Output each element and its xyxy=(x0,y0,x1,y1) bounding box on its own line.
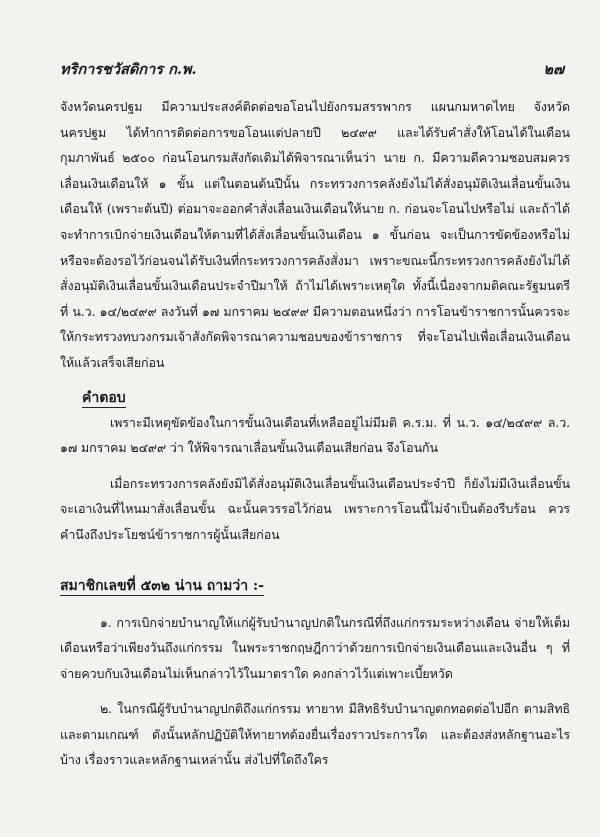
running-title: ทริการชวัสดิการ ก.พ. xyxy=(60,61,197,78)
member-question-2: ๒. ในกรณีผู้รับบำนาญปกติถึงแก่กรรม ทายาท มีสิทธิรับบำนาญตกทอดต่อไปอีก ตามสิทธิ และตามเกณฑ์ ดังนั้นหลักปฏิบัติให้ทายาทต้องยื่นเรื่องราวประการใด และต้องส่งหลักฐานอะไรบ้าง เรื่องราวและหลักฐานเหล่านั้น ส่งไปที่ใดถึงใคร xyxy=(60,701,570,768)
member-question-heading: สมาชิกเลขที่ ๕๓๒ น่าน ถามว่า :- xyxy=(60,577,264,594)
member-question-1: ๑. การเบิกจ่ายบำนาญให้แก่ผู้รับบำนาญปกติในกรณีที่ถึงแก่กรรมระหว่างเดือน จ่ายให้เต็มเดือนหรือว่าเพียงวันถึงแก่กรรม ในพระราชกฤษฎีกาว่าด้วยการเบิกจ่ายเงินเดือนและเงินอื่น ๆ ที่จ่ายควบกับเงินเดือนไม่เห็นกล่าวไว้ในมาตราใด คงกล่าวไว้แต่เพาะเบี้ยหวัด xyxy=(60,614,570,681)
page-number: ๒๗ xyxy=(543,61,564,78)
page-header xyxy=(60,58,564,80)
answer-paragraph-2: เมื่อกระทรวงการคลังยังมิได้สั่งอนุมัติเงินเลื่อนขั้นเงินเดือนประจำปี ก็ยังไม่มีเงินเลื่อนขั้น จะเอาเงินที่ไหนมาสั่งเลื่อนขั้น ฉะนั้นควรรอไว้ก่อน เพราะการโอนนี้ไม่จำเป็นต้องรีบร้อน ควรคำนึงถึงประโยชน์ข้าราชการผู้นั้นเสียก่อน xyxy=(60,475,570,542)
answer-paragraph-1: เพราะมีเหตุขัดข้องในการขั้นเงินเดือนที่เหลืออยู่ไม่มีมติ ค.ร.ม. ที่ น.ว. ๑๔/๒๔๙๙ ล.ว. ๑๗ มกราคม ๒๔๙๙ ว่า ให้พิจารณาเลื่อนขั้นเงินเดือนเสียก่อน จึงโอนกัน xyxy=(60,414,570,456)
question-paragraph: จังหวัดนครปฐม มีความประสงค์ติดต่อขอโอนไปยังกรมสรรพากร แผนกมหาดไทย จังหวัดนครปฐม ได้ทำการติดต่อการขอโอนแต่ปลายปี ๒๔๙๙ และได้รับคำสั่งให้โอนได้ในเดือนกุมภาพันธ์ ๒๕๐๐ ก่อนโอนกรมสังกัดเดิมได้พิจารณาเห็นว่า นาย ก. มีความดีความชอบสมควรเลื่อนเงินเดือนให้ ๑ ขั้น แต่ในตอนต้นปีนั้น กระทรวงการคลังยังไม่ได้สั่งอนุมัติเงินเลื่อนขั้นเงินเดือนให้ (เพราะต้นปี) ต่อมาจะออกคำสั่งเลื่อนเงินเดือนให้นาย ก. ก่อนจะโอนไปหรือไม่ และถ้าได้จะทำการเบิกจ่ายเงินเดือนให้ตามที่ได้สั่งเลื่อนขั้นเงินเดือน ๑ ขั้นก่อน จะเป็นการขัดข้องหรือไม่ หรือจะต้องรอไว้ก่อนจนได้รับเงินที่กระทรวงการคลังสั่งมา เพราะขณะนี้กระทรวงการคลังยังไม่ได้สั่งอนุมัติเงินเลื่อนขั้นเงินเดือนประจำปีมาให้ ถ้าไม่ได้เพราะเหตุใด ทั้งนี้เนื่องจากมติคณะรัฐมนตรีที่ น.ว. ๑๔/๒๔๙๙ ลงวันที่ ๑๗ มกราคม ๒๔๙๙ มีความตอนหนึ่งว่า การโอนข้าราชการนั้นควรจะให้กระทรวงทบวงกรมเจ้าสังกัดพิจารณาความชอบของข้าราชการ ที่จะโอนไปเพื่อเลื่อนเงินเดือนให้แล้วเสร็จเสียก่อน xyxy=(60,99,570,370)
answer-heading: คำตอบ xyxy=(82,389,126,406)
document-body xyxy=(60,94,570,773)
